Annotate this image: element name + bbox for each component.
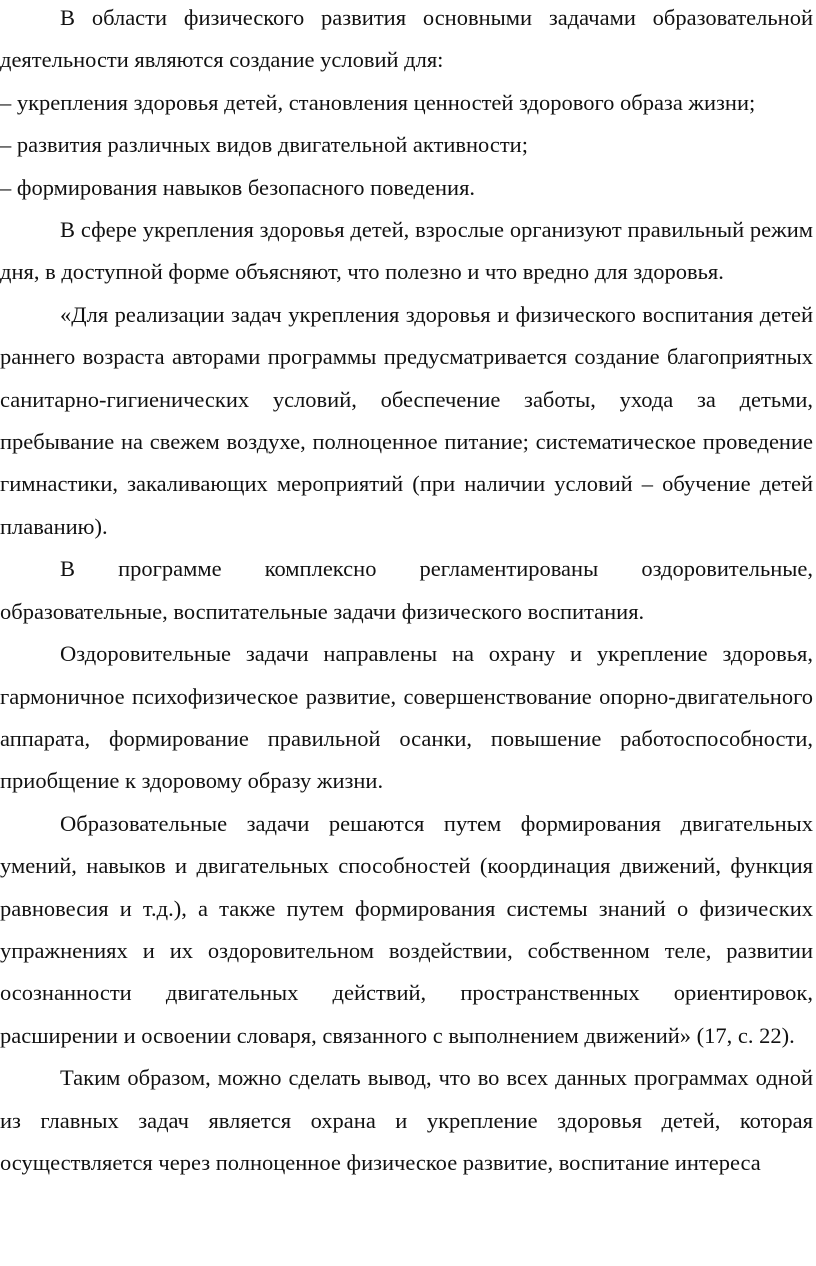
paragraph-health-tasks: Оздоровительные задачи направлены на охрану и укрепление здоровья, гармоничное психофизическое развитие, совершенствование опорно-двигательного аппарата, формирование правильной осанки, повышение работоспособности, приобщение к здоровому образу жизни. — [0, 641, 813, 794]
paragraph-conclusion: Таким образом, можно сделать вывод, что во всех данных программах одной из главных задач является охрана и укрепление здоровья детей, которая осуществляется через полноценное физическое развитие, воспитание интереса — [0, 1065, 813, 1175]
paragraph-intro: В области физического развития основными задачами образовательной деятельности являются создание условий для: — [0, 5, 813, 73]
paragraph-educational-tasks: Образовательные задачи решаются путем формирования двигательных умений, навыков и двигательных способностей (координация движений, функция равновесия и т.д.), а также путем формирования системы знаний о физических упражнениях и их оздоровительном воздействии, собственном теле, развитии осознанности двигательных действий, пространственных ориентировок, расширении и освоении словаря, связанного с выполнением движений» (17, с. 22). — [0, 810, 813, 1048]
paragraph-quote-start: «Для реализации задач укрепления здоровья и физического воспитания детей раннего возраста авторами программы предусматривается создание благоприятных санитарно-гигиенических условий, обеспечение заботы, ухода за детьми, пребывание на свежем воздухе, полноценное питание; систематическое проведение гимнастики, закаливающих мероприятий (при наличии условий – обучение детей плаванию). — [0, 301, 813, 539]
paragraph-health-sphere: В сфере укрепления здоровья детей, взрослые организуют правильный режим дня, в доступной форме объясняют, что полезно и что вредно для здоровья. — [0, 217, 813, 285]
list-item-motor-activity: – развития различных видов двигательной активности; — [0, 132, 528, 158]
list-item-health: – укрепления здоровья детей, становления ценностей здорового образа жизни; — [0, 89, 756, 115]
paragraph-program-tasks: В программе комплексно регламентированы оздоровительные, образовательные, воспитательные задачи физического воспитания. — [0, 556, 813, 624]
list-item-safe-behavior: – формирования навыков безопасного поведения. — [0, 174, 476, 200]
